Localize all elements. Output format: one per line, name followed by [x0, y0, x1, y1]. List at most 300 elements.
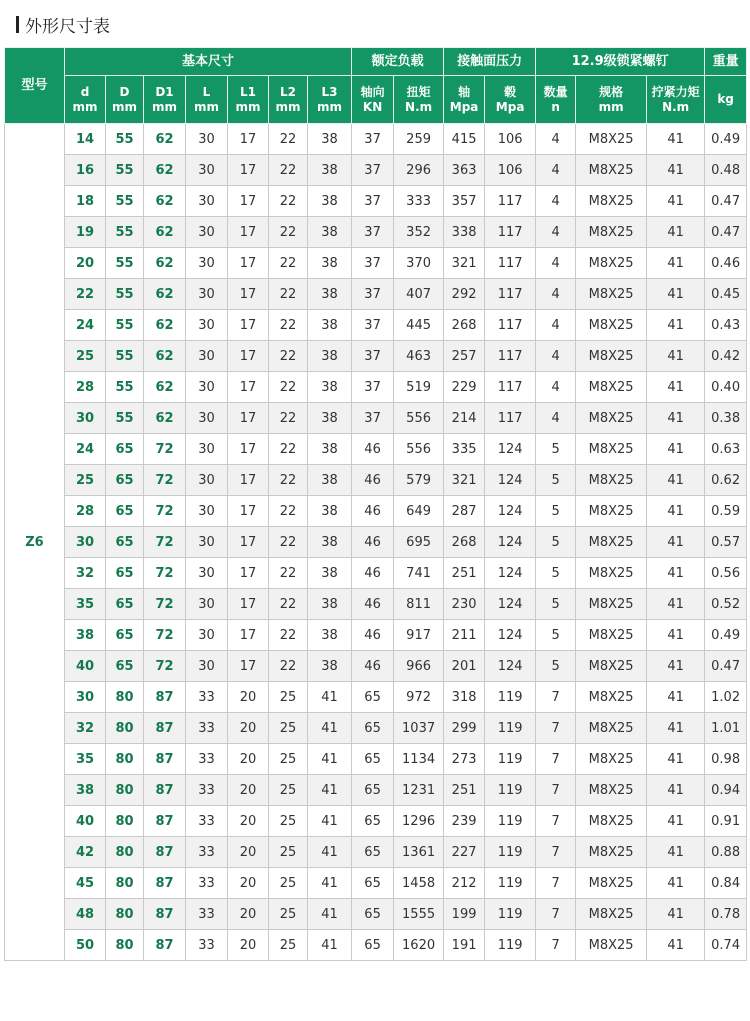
header-label: 毂: [504, 84, 517, 99]
table-row: [5, 496, 747, 527]
cell-screw-count: 4: [536, 248, 576, 279]
cell-L3: 38: [308, 496, 352, 527]
cell-L1: 17: [228, 465, 269, 496]
cell-hub-pressure: 124: [485, 651, 536, 682]
cell-L3: 38: [308, 124, 352, 155]
cell-L1: 17: [228, 310, 269, 341]
cell-L3: 41: [308, 868, 352, 899]
cell-L3: 38: [308, 465, 352, 496]
cell-L2: 22: [269, 496, 308, 527]
cell-axial-load: 65: [352, 682, 394, 713]
cell-hub-pressure: 119: [485, 713, 536, 744]
cell-weight: 0.57: [705, 527, 747, 558]
cell-D: 55: [106, 248, 144, 279]
cell-screw-spec: M8X25: [576, 465, 647, 496]
cell-D: 55: [106, 279, 144, 310]
cell-d: 48: [65, 899, 106, 930]
cell-shaft-pressure: 201: [444, 651, 485, 682]
header-label: 扭矩: [406, 84, 431, 99]
cell-axial-load: 46: [352, 527, 394, 558]
cell-screw-spec: M8X25: [576, 496, 647, 527]
cell-shaft-pressure: 299: [444, 713, 485, 744]
cell-screw-count: 7: [536, 806, 576, 837]
cell-screw-count: 7: [536, 868, 576, 899]
cell-L1: 17: [228, 279, 269, 310]
cell-torque: 296: [394, 155, 444, 186]
cell-hub-pressure: 119: [485, 682, 536, 713]
table-row: [5, 868, 747, 899]
cell-hub-pressure: 117: [485, 248, 536, 279]
cell-D: 55: [106, 124, 144, 155]
cell-L2: 22: [269, 155, 308, 186]
cell-screw-count: 5: [536, 465, 576, 496]
header-label: 规格: [599, 84, 624, 99]
page-title-text: 外形尺寸表: [25, 16, 110, 37]
cell-D: 80: [106, 806, 144, 837]
cell-shaft-pressure: 273: [444, 744, 485, 775]
cell-axial-load: 37: [352, 403, 394, 434]
cell-D1: 72: [144, 651, 186, 682]
cell-L1: 17: [228, 155, 269, 186]
cell-weight: 0.38: [705, 403, 747, 434]
header-col-L: [186, 76, 228, 124]
header-label: 轴向: [360, 84, 385, 99]
cell-L3: 38: [308, 248, 352, 279]
cell-weight: 1.02: [705, 682, 747, 713]
cell-D: 55: [106, 403, 144, 434]
cell-axial-load: 46: [352, 589, 394, 620]
cell-L3: 41: [308, 713, 352, 744]
cell-screw-spec: M8X25: [576, 589, 647, 620]
cell-hub-pressure: 124: [485, 620, 536, 651]
cell-L: 30: [186, 589, 228, 620]
cell-L2: 22: [269, 589, 308, 620]
cell-d: 35: [65, 589, 106, 620]
cell-screw-spec: M8X25: [576, 806, 647, 837]
header-unit: KN: [362, 99, 383, 114]
cell-screw-spec: M8X25: [576, 248, 647, 279]
header-unit: mm: [111, 99, 137, 114]
table-row: [5, 279, 747, 310]
cell-L1: 20: [228, 713, 269, 744]
cell-weight: 0.49: [705, 124, 747, 155]
cell-axial-load: 65: [352, 713, 394, 744]
header-unit: mm: [235, 99, 261, 114]
cell-D: 65: [106, 558, 144, 589]
cell-shaft-pressure: 212: [444, 868, 485, 899]
header-col-tightening-torque: [647, 76, 705, 124]
table-row: [5, 186, 747, 217]
cell-d: 28: [65, 372, 106, 403]
cell-torque: 1296: [394, 806, 444, 837]
cell-L2: 22: [269, 279, 308, 310]
cell-L2: 22: [269, 403, 308, 434]
header-unit: Mpa: [449, 99, 479, 114]
cell-L: 33: [186, 806, 228, 837]
header-unit: n: [551, 99, 560, 114]
cell-torque: 556: [394, 403, 444, 434]
table-row: [5, 682, 747, 713]
cell-hub-pressure: 124: [485, 589, 536, 620]
cell-D1: 72: [144, 496, 186, 527]
cell-weight: 0.46: [705, 248, 747, 279]
cell-D1: 62: [144, 279, 186, 310]
cell-torque: 333: [394, 186, 444, 217]
cell-L2: 22: [269, 558, 308, 589]
cell-L1: 17: [228, 248, 269, 279]
header-label: L2: [280, 84, 296, 99]
cell-screw-count: 7: [536, 775, 576, 806]
cell-screw-spec: M8X25: [576, 186, 647, 217]
cell-torque: 1458: [394, 868, 444, 899]
cell-d: 45: [65, 868, 106, 899]
cell-screw-spec: M8X25: [576, 527, 647, 558]
cell-screw-spec: M8X25: [576, 775, 647, 806]
cell-L1: 17: [228, 217, 269, 248]
cell-D: 80: [106, 682, 144, 713]
table-row: [5, 124, 747, 155]
cell-tightening-torque: 41: [647, 744, 705, 775]
header-unit: mm: [72, 99, 98, 114]
cell-torque: 1555: [394, 899, 444, 930]
cell-shaft-pressure: 230: [444, 589, 485, 620]
cell-torque: 352: [394, 217, 444, 248]
cell-screw-count: 4: [536, 124, 576, 155]
cell-tightening-torque: 41: [647, 186, 705, 217]
cell-D: 80: [106, 744, 144, 775]
cell-screw-count: 4: [536, 341, 576, 372]
table-row: [5, 341, 747, 372]
cell-L2: 25: [269, 775, 308, 806]
table-row: [5, 527, 747, 558]
cell-shaft-pressure: 191: [444, 930, 485, 961]
cell-axial-load: 46: [352, 465, 394, 496]
cell-L: 33: [186, 744, 228, 775]
table-row: [5, 837, 747, 868]
header-label: d: [80, 84, 90, 99]
cell-weight: 0.47: [705, 651, 747, 682]
cell-screw-count: 7: [536, 744, 576, 775]
cell-L: 30: [186, 527, 228, 558]
cell-D: 65: [106, 527, 144, 558]
cell-L: 30: [186, 465, 228, 496]
cell-L: 33: [186, 837, 228, 868]
cell-screw-spec: M8X25: [576, 744, 647, 775]
cell-torque: 407: [394, 279, 444, 310]
cell-L2: 22: [269, 310, 308, 341]
cell-tightening-torque: 41: [647, 651, 705, 682]
cell-tightening-torque: 41: [647, 434, 705, 465]
cell-D1: 72: [144, 558, 186, 589]
cell-L3: 38: [308, 310, 352, 341]
cell-D: 55: [106, 372, 144, 403]
header-label: 数量: [543, 84, 568, 99]
header-label: 拧紧力矩: [651, 84, 700, 99]
cell-L1: 17: [228, 341, 269, 372]
cell-D: 80: [106, 930, 144, 961]
cell-hub-pressure: 106: [485, 155, 536, 186]
cell-tightening-torque: 41: [647, 682, 705, 713]
cell-axial-load: 46: [352, 620, 394, 651]
cell-D1: 62: [144, 186, 186, 217]
cell-L3: 38: [308, 589, 352, 620]
cell-L: 33: [186, 682, 228, 713]
table-row: [5, 465, 747, 496]
cell-D: 80: [106, 837, 144, 868]
cell-d: 30: [65, 682, 106, 713]
cell-L1: 20: [228, 775, 269, 806]
cell-tightening-torque: 41: [647, 589, 705, 620]
cell-screw-spec: M8X25: [576, 341, 647, 372]
cell-axial-load: 65: [352, 930, 394, 961]
cell-L: 30: [186, 217, 228, 248]
cell-hub-pressure: 117: [485, 217, 536, 248]
cell-torque: 1620: [394, 930, 444, 961]
cell-hub-pressure: 119: [485, 775, 536, 806]
header-label: D1: [155, 84, 174, 99]
cell-d: 25: [65, 465, 106, 496]
cell-weight: 0.49: [705, 620, 747, 651]
cell-weight: 0.40: [705, 372, 747, 403]
table-row: [5, 434, 747, 465]
cell-D1: 87: [144, 868, 186, 899]
cell-shaft-pressure: 292: [444, 279, 485, 310]
cell-L: 30: [186, 310, 228, 341]
cell-L: 30: [186, 186, 228, 217]
cell-torque: 445: [394, 310, 444, 341]
cell-D1: 87: [144, 713, 186, 744]
cell-shaft-pressure: 251: [444, 775, 485, 806]
cell-screw-spec: M8X25: [576, 899, 647, 930]
header-label: L3: [321, 84, 338, 99]
header-label: 轴: [458, 84, 471, 99]
cell-L: 30: [186, 496, 228, 527]
cell-shaft-pressure: 357: [444, 186, 485, 217]
cell-L1: 20: [228, 930, 269, 961]
cell-axial-load: 37: [352, 155, 394, 186]
cell-d: 16: [65, 155, 106, 186]
cell-D: 80: [106, 713, 144, 744]
cell-tightening-torque: 41: [647, 496, 705, 527]
cell-L1: 17: [228, 124, 269, 155]
cell-hub-pressure: 119: [485, 868, 536, 899]
cell-L2: 22: [269, 434, 308, 465]
table-row: [5, 558, 747, 589]
cell-axial-load: 65: [352, 899, 394, 930]
cell-shaft-pressure: 268: [444, 527, 485, 558]
cell-L1: 20: [228, 806, 269, 837]
cell-L3: 38: [308, 403, 352, 434]
table-row: [5, 930, 747, 961]
cell-hub-pressure: 124: [485, 527, 536, 558]
cell-L: 30: [186, 279, 228, 310]
cell-L3: 38: [308, 186, 352, 217]
cell-shaft-pressure: 268: [444, 310, 485, 341]
cell-L2: 25: [269, 744, 308, 775]
cell-d: 24: [65, 310, 106, 341]
cell-L2: 22: [269, 248, 308, 279]
header-col-D: [106, 76, 144, 124]
cell-d: 30: [65, 403, 106, 434]
cell-screw-spec: M8X25: [576, 837, 647, 868]
cell-shaft-pressure: 335: [444, 434, 485, 465]
cell-L3: 38: [308, 620, 352, 651]
cell-torque: 695: [394, 527, 444, 558]
cell-tightening-torque: 41: [647, 713, 705, 744]
cell-hub-pressure: 117: [485, 310, 536, 341]
cell-screw-count: 7: [536, 837, 576, 868]
cell-shaft-pressure: 199: [444, 899, 485, 930]
cell-tightening-torque: 41: [647, 341, 705, 372]
cell-D: 55: [106, 341, 144, 372]
cell-shaft-pressure: 251: [444, 558, 485, 589]
cell-torque: 463: [394, 341, 444, 372]
cell-hub-pressure: 124: [485, 496, 536, 527]
dimension-table: [4, 47, 747, 961]
cell-d: 14: [65, 124, 106, 155]
cell-L2: 25: [269, 868, 308, 899]
cell-L: 30: [186, 558, 228, 589]
cell-D: 55: [106, 155, 144, 186]
cell-weight: 0.42: [705, 341, 747, 372]
cell-L1: 17: [228, 186, 269, 217]
header-label: D: [119, 84, 130, 99]
cell-tightening-torque: 41: [647, 372, 705, 403]
header-group-rated-load: 额定负载: [352, 48, 444, 76]
cell-weight: 0.45: [705, 279, 747, 310]
table-row: [5, 620, 747, 651]
cell-L: 30: [186, 651, 228, 682]
cell-d: 32: [65, 558, 106, 589]
cell-weight: 0.43: [705, 310, 747, 341]
cell-weight: 0.48: [705, 155, 747, 186]
cell-hub-pressure: 119: [485, 806, 536, 837]
header-group-locking-screw: 12.9级锁紧螺钉: [536, 48, 705, 76]
header-col-weight: [705, 76, 747, 124]
header-unit: mm: [275, 99, 301, 114]
header-label: L: [202, 84, 211, 99]
cell-screw-spec: M8X25: [576, 620, 647, 651]
cell-screw-spec: M8X25: [576, 372, 647, 403]
cell-D1: 87: [144, 806, 186, 837]
table-row: [5, 775, 747, 806]
cell-screw-spec: M8X25: [576, 217, 647, 248]
cell-screw-spec: M8X25: [576, 558, 647, 589]
cell-d: 38: [65, 620, 106, 651]
cell-screw-spec: M8X25: [576, 403, 647, 434]
cell-shaft-pressure: 227: [444, 837, 485, 868]
cell-L3: 41: [308, 899, 352, 930]
cell-weight: 1.01: [705, 713, 747, 744]
cell-L1: 20: [228, 837, 269, 868]
cell-torque: 917: [394, 620, 444, 651]
cell-axial-load: 46: [352, 496, 394, 527]
cell-weight: 0.59: [705, 496, 747, 527]
cell-axial-load: 37: [352, 341, 394, 372]
cell-d: 50: [65, 930, 106, 961]
cell-screw-count: 7: [536, 713, 576, 744]
table-row: [5, 403, 747, 434]
cell-hub-pressure: 117: [485, 186, 536, 217]
cell-axial-load: 37: [352, 310, 394, 341]
cell-hub-pressure: 119: [485, 899, 536, 930]
cell-screw-spec: M8X25: [576, 279, 647, 310]
header-col-d: [65, 76, 106, 124]
cell-hub-pressure: 119: [485, 744, 536, 775]
cell-tightening-torque: 41: [647, 806, 705, 837]
cell-L3: 38: [308, 279, 352, 310]
model-cell: Z6: [5, 124, 65, 961]
cell-torque: 1361: [394, 837, 444, 868]
cell-L1: 20: [228, 899, 269, 930]
cell-shaft-pressure: 415: [444, 124, 485, 155]
cell-weight: 0.78: [705, 899, 747, 930]
cell-L3: 41: [308, 744, 352, 775]
header-model: 型号: [5, 48, 65, 124]
page-title: [16, 14, 110, 37]
cell-D1: 62: [144, 217, 186, 248]
cell-L: 30: [186, 155, 228, 186]
cell-d: 19: [65, 217, 106, 248]
cell-L: 33: [186, 868, 228, 899]
cell-screw-count: 5: [536, 651, 576, 682]
cell-L2: 25: [269, 682, 308, 713]
cell-D1: 62: [144, 372, 186, 403]
cell-L1: 17: [228, 434, 269, 465]
cell-L3: 38: [308, 434, 352, 465]
cell-axial-load: 46: [352, 434, 394, 465]
cell-d: 40: [65, 651, 106, 682]
cell-tightening-torque: 41: [647, 837, 705, 868]
cell-screw-spec: M8X25: [576, 651, 647, 682]
table-row: [5, 651, 747, 682]
cell-shaft-pressure: 239: [444, 806, 485, 837]
cell-screw-spec: M8X25: [576, 434, 647, 465]
cell-screw-count: 4: [536, 372, 576, 403]
cell-D1: 62: [144, 155, 186, 186]
header-col-L1: [228, 76, 269, 124]
cell-weight: 0.91: [705, 806, 747, 837]
cell-L3: 41: [308, 682, 352, 713]
header-unit: N.m: [405, 99, 433, 114]
cell-D1: 87: [144, 899, 186, 930]
cell-screw-spec: M8X25: [576, 682, 647, 713]
cell-shaft-pressure: 287: [444, 496, 485, 527]
cell-hub-pressure: 124: [485, 465, 536, 496]
cell-weight: 0.56: [705, 558, 747, 589]
header-group-weight: 重量: [705, 48, 747, 76]
cell-shaft-pressure: 321: [444, 248, 485, 279]
cell-L2: 22: [269, 124, 308, 155]
cell-axial-load: 37: [352, 217, 394, 248]
cell-L2: 25: [269, 930, 308, 961]
cell-D: 80: [106, 775, 144, 806]
cell-axial-load: 37: [352, 372, 394, 403]
cell-hub-pressure: 117: [485, 372, 536, 403]
cell-weight: 0.94: [705, 775, 747, 806]
cell-torque: 579: [394, 465, 444, 496]
cell-D: 55: [106, 217, 144, 248]
cell-d: 35: [65, 744, 106, 775]
table-row: [5, 744, 747, 775]
cell-tightening-torque: 41: [647, 775, 705, 806]
cell-weight: 0.62: [705, 465, 747, 496]
cell-L3: 38: [308, 558, 352, 589]
cell-D1: 72: [144, 527, 186, 558]
cell-axial-load: 65: [352, 744, 394, 775]
cell-shaft-pressure: 318: [444, 682, 485, 713]
cell-L2: 22: [269, 527, 308, 558]
